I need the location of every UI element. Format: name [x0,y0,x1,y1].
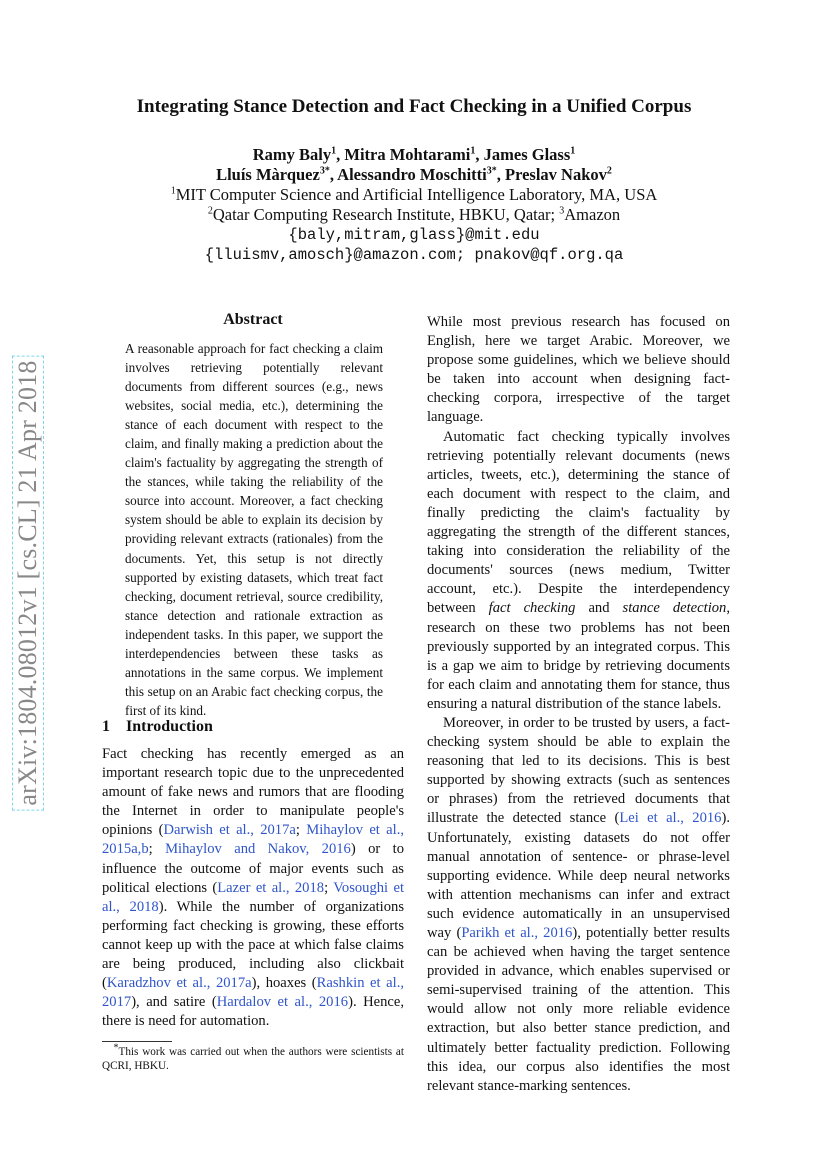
paragraph-text: ). While the number of organizations performing fact checking is growing, these efforts cannot keep up with the pace at which false claims are being produced, including also clickbait ( [102,898,404,992]
paper-title: Integrating Stance Detection and Fact Checking in a Unified Corpus [136,96,692,117]
abstract-heading: Abstract [223,311,283,328]
paragraph-text: ; [148,841,166,858]
citation-link[interactable]: Parikh et al., 2016 [461,925,573,941]
affiliation-2 [0,205,828,225]
affil-2-text: Qatar Computing Research Institute, HBKU, Qatar; [212,205,560,224]
arxiv-identifier-text[interactable]: arXiv:1804.08012v1 [cs.CL] 21 Apr 2018 [12,355,44,810]
emphasis-text: fact checking [488,600,576,617]
authors-line-1 [0,145,828,165]
intro-paragraph-2 [427,313,730,428]
author-affiliation-mark: 1 [570,145,576,157]
citation-link[interactable]: Vosoughi et al., 2018 [102,879,404,915]
affil-1-sup: 1 [170,185,176,197]
citation-link[interactable]: Rashkin et al., 2017 [102,975,404,1011]
email-line-1: {baly,mitram,glass}@mit.edu [288,226,540,244]
paragraph-text: ) or to influence the outcome of major events such as political elections ( [102,841,405,896]
paragraph-text: While most previous research has focused on English, here we target Arabic. Moreover, we propose some guidelines, which we believe should be taken into account when designing fact-checking corpora, irrespective of the target language. [427,314,730,426]
author-affiliation-mark: 2 [606,165,612,177]
arxiv-side-identifier [8,333,48,833]
paragraph-text: ), hoaxes ( [251,975,317,992]
author-affiliation-mark: 3* [486,165,497,177]
citation-link[interactable]: Hardalov et al., 2016 [216,994,349,1011]
section-number: 1 [102,718,110,735]
right-column [427,313,730,1096]
citation-link[interactable]: Mihaylov and Nakov, 2016 [165,841,351,858]
emphasis-text: stance detection [622,600,727,617]
author-separator: , [496,165,505,184]
author-name: Alessandro Moschitti [337,165,487,184]
paragraph-text: Fact checking has recently emerged as an important research topic due to the unprecedented amount of fake news and rumors that are flooding the Internet in order to manipulate people's opinions ( [102,746,404,839]
paragraph-text: Moreover, in order to be trusted by users, a fact-checking system should be able to explain the reasoning that led to its decisions. This is best supported by showing extracts (such as sentences or phrases) from the retrieved documents that illustrate the detected stance ( [427,714,730,827]
intro-paragraph-3 [427,428,730,714]
author-name: Preslav Nakov [505,165,607,184]
author-name: Mitra Mohtarami [344,145,471,164]
citation-link[interactable]: Lazer et al., 2018 [217,879,325,896]
affil-3-text: Amazon [564,205,621,224]
paragraph-text: ), and satire ( [131,994,217,1011]
affil-2-sup: 2 [207,205,213,217]
paragraph-text: ), potentially better results can be achieved when having the target sentence provided in advance, which enables supervised or semi-supervised training of the attention. This would allow not only more reliable evidence extraction, but also better stance prediction, and ultimately better factuality prediction. Following this idea, our corpus also identifies the most relevant stance-marking sentences. [427,925,730,1094]
paragraph-text: ; [295,822,307,839]
paragraph-text: ). Unfortunately, existing datasets do not offer manual annotation of sentence- or phrase-level supporting evidence. While deep neural networks with attention mechanisms can infer and extract such evidence automatically in an unsupervised way ( [427,810,730,941]
paragraph-text: Automatic fact checking typically involves retrieving potentially relevant documents (news articles, tweets, etc.), determining the stance of each document with respect to the claim, and finally predicting the claim's factuality by aggregating the strength of the different stances, taking into consideration the reliability of the documents' sources (news medium, Twitter account, etc.). Despite the interdependency between [427,428,730,617]
abstract-body: A reasonable approach for fact checking a claim involves retrieving potentially relevant documents from different sources (e.g., news websites, social media, etc.), determining the stance of each document with respect to the claim, and finally making a prediction about the claim's factuality by aggregating the strength of the stances, while taking the reliability of the source into account. Moreover, a fact checking system should be able to explain its decision by providing relevant extracts (rationales) from the documents. Yet, this setup is not directly supported by existing datasets, which treat fact checking, document retrieval, source credibility, stance detection and rationale extraction as independent tasks. In this paper, we support the interdependencies between these tasks as annotations in the same corpus. We implement this setup on an Arabic fact checking corpus, the first of its kind. [125,341,383,718]
citation-link[interactable]: Karadzhov et al., 2017a [106,975,252,992]
section-heading [102,718,213,736]
affil-3-sup: 3 [559,205,565,217]
email-line-2: {lluismv,amosch}@amazon.com; pnakov@qf.org.qa [204,246,624,264]
paragraph-text: and [575,600,623,617]
author-affiliation-mark: 1 [470,145,476,157]
author-name: Ramy Baly [252,145,332,164]
affiliation-1 [0,185,828,205]
paragraph-text: , research on these two problems has not been previously supported by an integrated corpus. This is a gap we aim to bridge by retrieving documents for each claim and annotating them for stance, thus ensuring a natural distribution of the stance labels. [427,600,730,712]
citation-link[interactable]: Mihaylov et al., 2015a,b [102,822,404,858]
author-affiliation-mark: 3* [319,165,330,177]
paragraph-text: ). Hence, there is need for automation. [102,994,404,1030]
intro-paragraph-4 [427,714,730,1096]
author-separator: , [329,165,338,184]
intro-paragraph-1 [102,745,404,1031]
footnote [102,1042,405,1073]
footnote-text: This work was carried out when the authors were scientists at QCRI, HBKU. [102,1046,405,1072]
author-name: Lluís Màrquez [216,165,320,184]
author-name: James Glass [483,145,571,164]
paragraph-text: ; [324,879,334,896]
authors-line-2 [0,165,828,185]
citation-link[interactable]: Darwish et al., 2017a [163,822,296,839]
citation-link[interactable]: Lei et al., 2016 [619,810,722,827]
footnote-mark: * [113,1042,119,1054]
author-separator: , [475,145,484,164]
author-affiliation-mark: 1 [331,145,337,157]
section-title: Introduction [126,718,213,735]
author-separator: , [336,145,345,164]
affil-1-text: MIT Computer Science and Artificial Intelligence Laboratory, MA, USA [175,185,658,204]
